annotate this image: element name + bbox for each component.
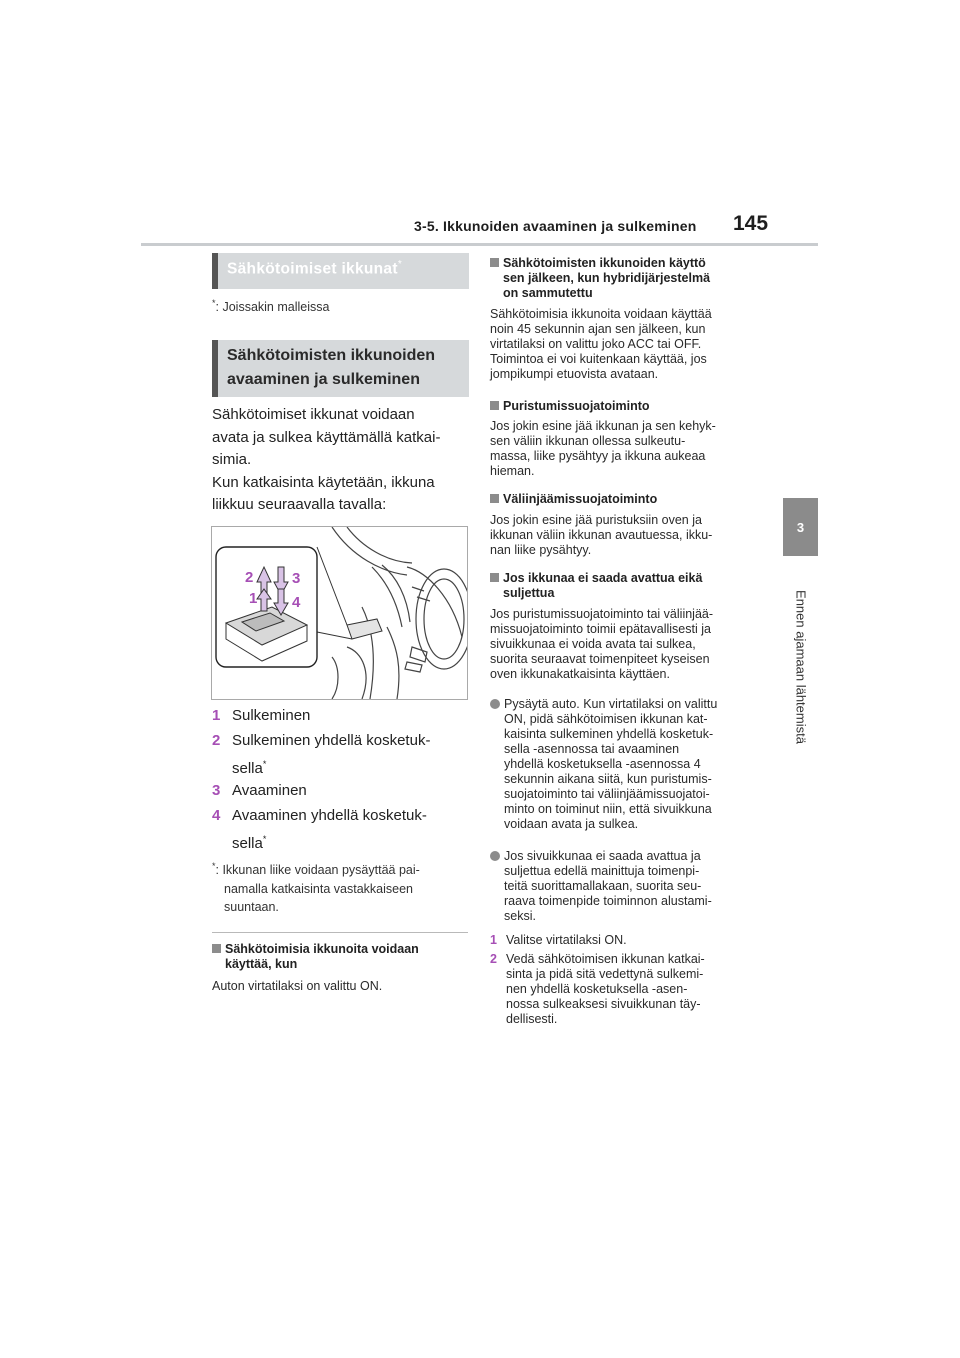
square-bullet-icon (490, 573, 499, 582)
body-paragraph (490, 419, 716, 479)
subhead-usable (212, 942, 468, 974)
subsection-heading (212, 340, 469, 397)
subhead-cannot-open (490, 571, 750, 603)
footnote-line: suuntaan. (224, 900, 279, 915)
list-number: 1 (212, 707, 221, 724)
switch-diagram (212, 527, 468, 700)
bullet-line: Pysäytä auto. Kun virtatilaksi on valittu (504, 697, 718, 711)
bullet-line: yhdellä kosketuksella -asennossa 4 (504, 757, 701, 771)
chapter-label: Ennen ajamaan lähtemistä (793, 590, 809, 744)
list-text: Sulkeminen (232, 707, 311, 724)
square-bullet-icon (490, 494, 499, 503)
square-bullet-icon (490, 258, 499, 267)
bullet-item (490, 849, 750, 929)
step-line: dellisesti. (506, 1012, 558, 1026)
subsection-heading-line1: Sähkötoimisten ikkunoiden (227, 347, 436, 364)
callout-2: 2 (245, 569, 254, 586)
bullet-line: ON, pidä sähkötoimisen ikkunan kat- (504, 712, 708, 726)
subhead-text: Puristumissuojatoiminto (503, 399, 650, 413)
asterisk: * (397, 259, 402, 270)
list-text-cont: sella (232, 835, 263, 852)
bullet-line: suojatoiminto tai väliinjäämissuojatoi- (504, 787, 710, 801)
window-switch-illustration (211, 526, 468, 700)
body-line: ikkunan väliin ikkunan avautuessa, ikku- (490, 528, 713, 542)
list-text: Avaaminen (232, 782, 307, 799)
subhead-line: käyttää, kun (225, 957, 298, 971)
body-line: Jos jokin esine jää puristuksiin oven ja (490, 513, 702, 527)
subsection-heading-line2: avaaminen ja sulkeminen (227, 371, 420, 388)
body-paragraph (490, 513, 712, 558)
body-paragraph (490, 607, 713, 682)
intro-line: simia. (212, 451, 252, 468)
chapter-number: 3 (796, 519, 805, 535)
intro-line: avata ja sulkea käyttämällä katkai- (212, 428, 441, 446)
intro-line: liikkuu seuraavalla tavalla: (212, 496, 387, 513)
square-bullet-icon (490, 401, 499, 410)
body-line: jompikumpi etuovista avataan. (490, 367, 659, 381)
page-number: 145 (733, 212, 769, 235)
body-line: hieman. (490, 464, 535, 478)
body-line: suorita seuraavat toimenpiteet kyseisen (490, 652, 710, 666)
callout-4: 4 (292, 594, 301, 611)
step-item (490, 952, 750, 1032)
asterisk: * (262, 834, 267, 844)
step-line: Vedä sähkötoimisen ikkunan katkai- (506, 952, 705, 966)
bullet-line: raava toimenpide toiminnon alustami- (504, 894, 712, 908)
body-line: Jos jokin esine jää ikkunan ja sen kehyk- (490, 419, 716, 433)
subhead-after-shutdown (490, 256, 750, 304)
bullet-line: kaisinta sulkeminen yhdellä kosketuk- (504, 727, 714, 741)
list-number: 4 (212, 807, 221, 824)
footnote-text: : Joissakin malleissa (215, 300, 330, 315)
body-line: massa, liike pysähtyy ja ikkuna aukeaa (490, 449, 706, 463)
body-line: noin 45 sekunnin ajan sen jälkeen, kun (490, 322, 706, 336)
intro-paragraph (212, 404, 472, 517)
footnote-models (212, 298, 329, 314)
list-number: 2 (212, 732, 221, 749)
bullet-line: sella -asennossa tai avaaminen (504, 742, 680, 756)
divider (212, 932, 468, 933)
subhead-line: Sähkötoimisten ikkunoiden käyttö (503, 256, 706, 270)
asterisk: * (262, 759, 267, 769)
step-number: 2 (490, 952, 497, 966)
subhead-line: suljettua (503, 586, 555, 600)
footnote-line: : Ikkunan liike voidaan pysäyttää pai- (215, 863, 420, 878)
header-divider (141, 243, 818, 246)
step-line: nen yhdellä kosketuksella -asen- (506, 982, 688, 996)
subhead-line: Jos ikkunaa ei saada avattua eikä (503, 571, 703, 585)
callout-1: 1 (249, 590, 258, 607)
subhead-line: Sähkötoimisia ikkunoita voidaan (225, 942, 419, 956)
list-number: 3 (212, 782, 221, 799)
callout-3: 3 (292, 570, 301, 587)
body-line: virtatilaksi on valittu joko ACC tai OFF. (490, 337, 702, 351)
square-bullet-icon (212, 944, 221, 953)
intro-line: Sähkötoimiset ikkunat voidaan (212, 406, 415, 423)
chapter-side-label (781, 572, 821, 762)
step-line: sinta ja pidä sitä vedettynä sulkemi- (506, 967, 704, 981)
body-line: nan liike pysähtyy. (490, 543, 592, 557)
list-text: Avaaminen yhdellä kosketuk- (232, 807, 427, 824)
round-bullet-icon (490, 851, 500, 861)
subhead-text: Väliinjäämissuojatoiminto (503, 492, 658, 506)
body-line: Jos puristumissuojatoiminto tai väliinjää- (490, 607, 714, 621)
running-header-title: 3-5. Ikkunoiden avaaminen ja sulkeminen (414, 218, 697, 234)
bullet-item (490, 697, 750, 837)
step-line: nossa sulkeaksesi sivuikkunan täy- (506, 997, 701, 1011)
bullet-line: Jos sivuikkunaa ei saada avattua ja (504, 849, 701, 863)
round-bullet-icon (490, 699, 500, 709)
subhead-line: on sammutettu (503, 286, 593, 300)
list-text-cont: sella (232, 760, 263, 777)
body-line: Toimintoa ei voi kuitenkaan käyttää, jos (490, 352, 707, 366)
bullet-line: minto on toiminut niin, että sivuikkuna (504, 802, 712, 816)
step-number: 1 (490, 933, 497, 947)
body-line: Sähkötoimisia ikkunoita voidaan käyttää (490, 307, 712, 321)
footnote-stop (212, 857, 462, 917)
asterisk: * (212, 298, 216, 308)
intro-line: Kun katkaisinta käytetään, ikkuna (212, 473, 435, 491)
section-heading (212, 253, 469, 289)
body-text: Auton virtatilaksi on valittu ON. (212, 979, 383, 993)
subhead-jam-protection (490, 399, 750, 415)
step-item (490, 933, 750, 949)
asterisk: * (212, 861, 216, 871)
bullet-line: sekunnin aikana siitä, kun puristumis- (504, 772, 712, 786)
bullet-line: teitä suorittamallakaan, suorita seu- (504, 879, 702, 893)
bullet-line: seksi. (504, 909, 536, 923)
body-paragraph (490, 307, 712, 382)
body-line: oven ikkunakatkaisinta käyttäen. (490, 667, 670, 681)
chapter-tab (783, 498, 818, 556)
bullet-line: suljettua edellä mainittuja toimenpi- (504, 864, 700, 878)
footnote-line: namalla katkaisinta vastakkaiseen (224, 881, 413, 896)
bullet-line: voidaan avata ja sulkea. (504, 817, 639, 831)
subhead-catch-protection (490, 492, 750, 508)
body-line: sen väliin ikkunan ollessa sulkeutu- (490, 434, 686, 448)
list-text: Sulkeminen yhdellä kosketuk- (232, 732, 431, 749)
section-heading-text: Sähkötoimiset ikkunat (227, 260, 398, 278)
step-text: Valitse virtatilaksi ON. (506, 933, 627, 947)
body-line: missuojatoiminto toimii epätavallisesti ja (490, 622, 711, 636)
subhead-line: sen jälkeen, kun hybridijärjestelmä (503, 271, 711, 285)
body-line: sivuikkunaa ei voida avata tai sulkea, (490, 637, 696, 651)
